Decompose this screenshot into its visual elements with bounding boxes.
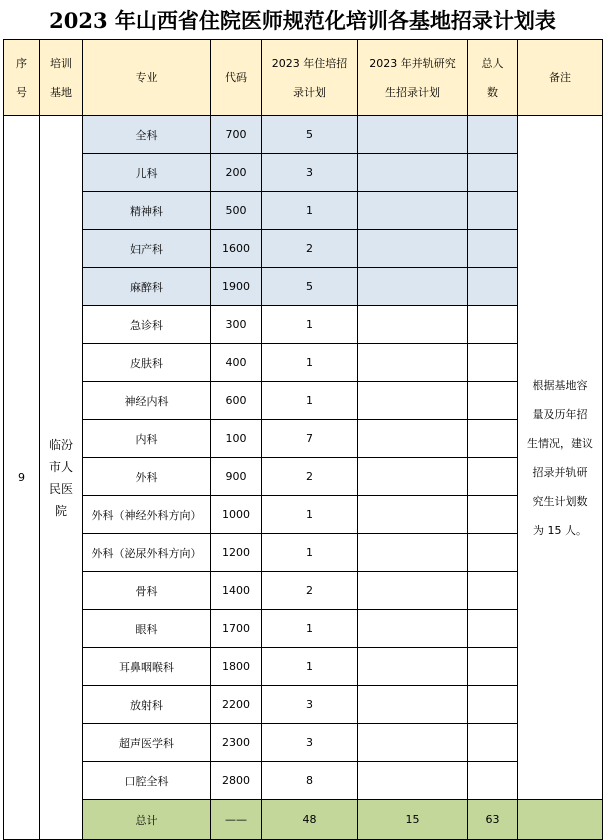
header-total: 总人 数 xyxy=(468,40,518,116)
plan-cell: 8 xyxy=(262,762,358,800)
code-cell: 300 xyxy=(211,306,262,344)
code-cell: 900 xyxy=(211,458,262,496)
joint-cell xyxy=(358,458,468,496)
total-row xyxy=(4,800,603,840)
code-cell: 600 xyxy=(211,382,262,420)
total-cell xyxy=(468,762,518,800)
plan-cell: 1 xyxy=(262,382,358,420)
plan-cell: 1 xyxy=(262,306,358,344)
joint-cell xyxy=(358,724,468,762)
note-line: 究生计划数 xyxy=(532,494,588,508)
code-cell: 1900 xyxy=(211,268,262,306)
base-cell xyxy=(40,116,83,840)
base-name-line: 民医 xyxy=(48,481,73,496)
plan-cell: 2 xyxy=(262,572,358,610)
base-name-line: 院 xyxy=(54,503,67,518)
total-note xyxy=(518,800,603,840)
table-row xyxy=(4,230,603,268)
code-cell: 200 xyxy=(211,154,262,192)
major-cell: 骨科 xyxy=(83,572,211,610)
header-major: 专业 xyxy=(83,40,211,116)
note-line: 为 15 人。 xyxy=(533,523,587,537)
total-code: —— xyxy=(211,800,262,840)
joint-cell xyxy=(358,572,468,610)
major-cell: 全科 xyxy=(83,116,211,154)
joint-cell xyxy=(358,610,468,648)
plan-cell: 3 xyxy=(262,724,358,762)
total-cell xyxy=(468,344,518,382)
plan-cell: 3 xyxy=(262,686,358,724)
joint-cell xyxy=(358,496,468,534)
header-joint: 2023 年并轨研究 生招录计划 xyxy=(358,40,468,116)
header-seq: 序 号 xyxy=(4,40,40,116)
table-row xyxy=(4,382,603,420)
total-cell xyxy=(468,154,518,192)
code-cell: 2300 xyxy=(211,724,262,762)
code-cell: 1600 xyxy=(211,230,262,268)
plan-cell: 1 xyxy=(262,648,358,686)
total-cell xyxy=(468,230,518,268)
major-cell: 精神科 xyxy=(83,192,211,230)
joint-cell xyxy=(358,686,468,724)
joint-cell xyxy=(358,192,468,230)
table-row xyxy=(4,534,603,572)
total-cell xyxy=(468,192,518,230)
code-cell: 500 xyxy=(211,192,262,230)
total-cell xyxy=(468,420,518,458)
base-name-line: 市人 xyxy=(48,459,73,474)
code-cell: 700 xyxy=(211,116,262,154)
major-cell: 妇产科 xyxy=(83,230,211,268)
header-plan: 2023 年住培招 录计划 xyxy=(262,40,358,116)
major-cell: 超声医学科 xyxy=(83,724,211,762)
table-row xyxy=(4,344,603,382)
code-cell: 2200 xyxy=(211,686,262,724)
total-sum: 63 xyxy=(468,800,518,840)
plan-cell: 7 xyxy=(262,420,358,458)
plan-cell: 1 xyxy=(262,610,358,648)
plan-table xyxy=(3,39,603,840)
table-row xyxy=(4,496,603,534)
plan-cell: 2 xyxy=(262,230,358,268)
total-cell xyxy=(468,496,518,534)
table-row xyxy=(4,268,603,306)
joint-cell xyxy=(358,762,468,800)
table-row xyxy=(4,724,603,762)
total-joint: 15 xyxy=(358,800,468,840)
code-cell: 1800 xyxy=(211,648,262,686)
plan-cell: 3 xyxy=(262,154,358,192)
code-cell: 1400 xyxy=(211,572,262,610)
header-note: 备注 xyxy=(518,40,603,116)
code-cell: 1000 xyxy=(211,496,262,534)
note-line: 根据基地容 xyxy=(532,378,588,392)
table-row xyxy=(4,420,603,458)
joint-cell xyxy=(358,116,468,154)
joint-cell xyxy=(358,154,468,192)
major-cell: 外科（泌尿外科方向） xyxy=(83,534,211,572)
total-cell xyxy=(468,686,518,724)
joint-cell xyxy=(358,534,468,572)
major-cell: 外科 xyxy=(83,458,211,496)
table-row xyxy=(4,116,603,154)
total-cell xyxy=(468,724,518,762)
table-row xyxy=(4,192,603,230)
table-row xyxy=(4,610,603,648)
plan-cell: 5 xyxy=(262,116,358,154)
total-cell xyxy=(468,116,518,154)
note-line: 招录并轨研 xyxy=(532,465,588,479)
code-cell: 1200 xyxy=(211,534,262,572)
total-cell xyxy=(468,268,518,306)
note-line: 量及历年招 xyxy=(532,407,588,421)
total-label: 总计 xyxy=(83,800,211,840)
plan-cell: 1 xyxy=(262,534,358,572)
table-row xyxy=(4,154,603,192)
table-row xyxy=(4,762,603,800)
page-title: 2023 年山西省住院医师规范化培训各基地招录计划表 xyxy=(49,8,556,33)
note-line: 生情况，建议 xyxy=(527,436,593,450)
major-cell: 麻醉科 xyxy=(83,268,211,306)
table-row xyxy=(4,458,603,496)
note-cell xyxy=(518,116,603,800)
major-cell: 口腔全科 xyxy=(83,762,211,800)
total-cell xyxy=(468,610,518,648)
joint-cell xyxy=(358,306,468,344)
plan-cell: 5 xyxy=(262,268,358,306)
joint-cell xyxy=(358,648,468,686)
base-name-line: 临汾 xyxy=(48,437,73,452)
plan-cell: 2 xyxy=(262,458,358,496)
major-cell: 神经内科 xyxy=(83,382,211,420)
table-row xyxy=(4,686,603,724)
joint-cell xyxy=(358,230,468,268)
major-cell: 耳鼻咽喉科 xyxy=(83,648,211,686)
plan-cell: 1 xyxy=(262,344,358,382)
total-cell xyxy=(468,648,518,686)
joint-cell xyxy=(358,420,468,458)
header-code: 代码 xyxy=(211,40,262,116)
major-cell: 内科 xyxy=(83,420,211,458)
plan-cell: 1 xyxy=(262,496,358,534)
major-cell: 急诊科 xyxy=(83,306,211,344)
table-row xyxy=(4,572,603,610)
major-cell: 儿科 xyxy=(83,154,211,192)
total-plan: 48 xyxy=(262,800,358,840)
table-row xyxy=(4,306,603,344)
total-cell xyxy=(468,534,518,572)
total-cell xyxy=(468,382,518,420)
major-cell: 放射科 xyxy=(83,686,211,724)
plan-cell: 1 xyxy=(262,192,358,230)
major-cell: 眼科 xyxy=(83,610,211,648)
joint-cell xyxy=(358,268,468,306)
header-row xyxy=(4,40,603,116)
total-cell xyxy=(468,306,518,344)
major-cell: 外科（神经外科方向） xyxy=(83,496,211,534)
major-cell: 皮肤科 xyxy=(83,344,211,382)
code-cell: 100 xyxy=(211,420,262,458)
total-cell xyxy=(468,458,518,496)
joint-cell xyxy=(358,344,468,382)
code-cell: 1700 xyxy=(211,610,262,648)
total-cell xyxy=(468,572,518,610)
code-cell: 400 xyxy=(211,344,262,382)
seq-cell: 9 xyxy=(4,116,40,840)
header-base: 培训 基地 xyxy=(40,40,83,116)
code-cell: 2800 xyxy=(211,762,262,800)
joint-cell xyxy=(358,382,468,420)
table-row xyxy=(4,648,603,686)
